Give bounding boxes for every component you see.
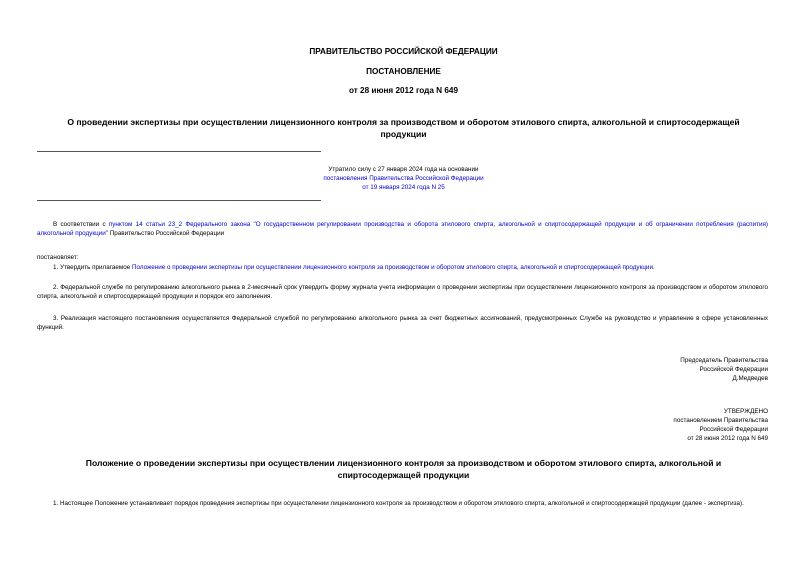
status-note (200, 165, 607, 192)
regulation-title: Положение о проведении экспертизы при осуществлении лицензионного контроля за производством и оборотом этилового спирта, алкогольной и спиртосодержащей продукции (85, 458, 722, 481)
doc-date-number: от 28 июня 2012 года N 649 (348, 86, 459, 95)
doc-type-heading: ПОСТАНОВЛЕНИЕ (366, 67, 441, 76)
intro-prefix: В соответствии с (53, 221, 109, 228)
approval-line-1: УТВЕРЖДЕНО (723, 408, 768, 415)
signature-line-2: Российской Федерации (699, 366, 768, 374)
approval-line-3: Российской Федерации (699, 426, 768, 434)
approval-line-4: от 28 июня 2012 года N 649 (687, 435, 768, 443)
intro-suffix: Правительство Российской Федерации (107, 229, 225, 237)
divider-bottom (37, 200, 321, 201)
decree-word: постановляет: (37, 254, 79, 261)
signature-block (500, 356, 768, 383)
item-1-suffix: . (652, 264, 655, 271)
intro-law-link[interactable]: пунктом 14 статьи 23_2 Федерального закона "О государственном регулировании производства и оборота этилового спирта, алкогольной и спиртосодержащей продукции и об ограничении потребления (распития) алкогольной продукции" (37, 221, 768, 237)
status-link-line1[interactable]: постановления Правительства Российской Федерации (323, 175, 484, 183)
doc-title: О проведении экспертизы при осуществлении лицензионного контроля за производством и оборотом этилового спирта, алкогольной и спиртосодержащей продукции (67, 117, 740, 140)
approval-block (500, 407, 768, 444)
signature-line-3: Д.Медведев (732, 375, 768, 383)
regulation-item-1: 1. Настоящее Положение устанавливает порядок проведения экспертизы при осуществлении лицензионного контроля за производством и оборотом этилового спирта, алкогольной и спиртосодержащей продукции (далее - экспертиза). (53, 500, 744, 507)
divider-top (37, 151, 321, 152)
item-1-prefix: 1. Утвердить прилагаемое (53, 264, 132, 271)
status-link-line2[interactable]: от 19 января 2024 года N 25 (362, 184, 445, 192)
item-2: 2. Федеральной службе по регулированию алкогольного рынка в 2-месячный срок утвердить форму журнала учета информации о проведении экспертизы при осуществлении лицензионного контроля за производством и оборотом этилового спирта, алкогольной и спиртосодержащей продукции и порядок его заполнения. (37, 284, 768, 300)
approval-line-2: постановлением Правительства (673, 417, 768, 425)
item-1-link[interactable]: Положение о проведении экспертизы при осуществлении лицензионного контроля за производством и оборотом этилового спирта, алкогольной и спиртосодержащей продукции (131, 264, 653, 271)
government-heading: ПРАВИТЕЛЬСТВО РОССИЙСКОЙ ФЕДЕРАЦИИ (309, 47, 498, 56)
item-3: 3. Реализация настоящего постановления осуществляется Федеральной службой по регулированию алкогольного рынка за счет бюджетных ассигнований, предусмотренных Службе на руководство и управление в сфере установленных функций. (37, 315, 768, 331)
signature-line-1: Председатель Правительства (680, 357, 768, 364)
status-line: Утратило силу с 27 января 2024 года на основании (328, 166, 479, 173)
intro-paragraph (37, 221, 768, 238)
item-1 (37, 264, 768, 273)
